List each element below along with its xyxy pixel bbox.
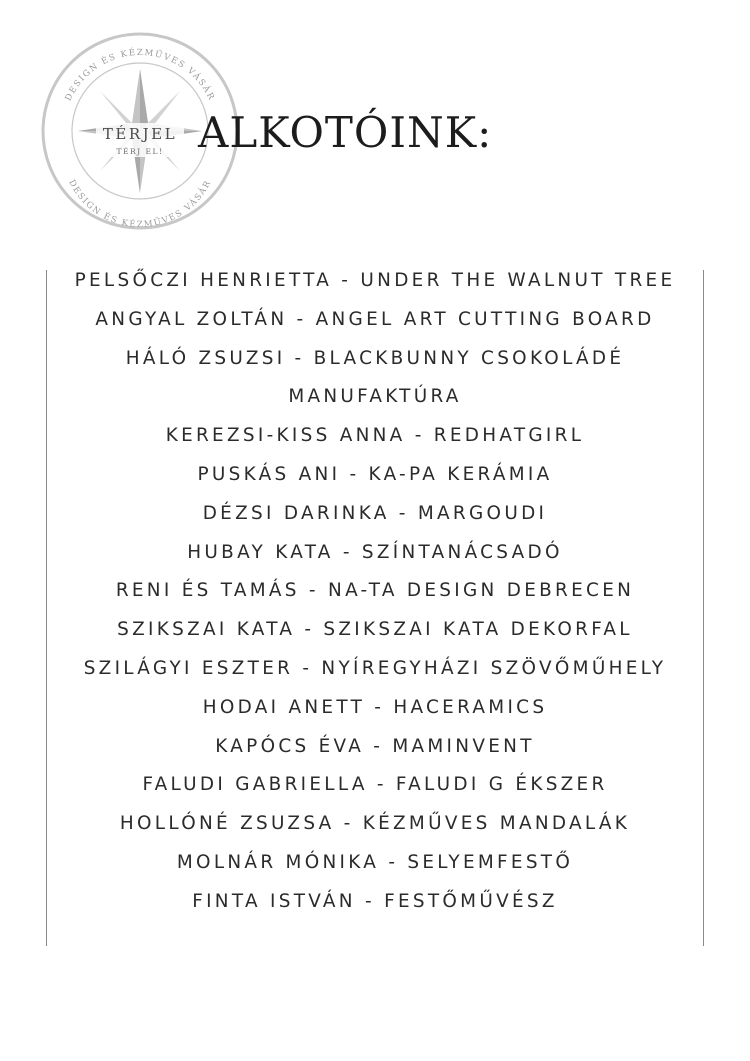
- logo-main-word: TÉRJEL: [102, 125, 178, 143]
- maker-line: HÁLÓ ZSUZSI - BLACKBUNNY CSOKOLÁDÉ: [125, 347, 625, 369]
- maker-line: KEREZSI-KISS ANNA - REDHATGIRL: [165, 425, 585, 447]
- maker-line: HOLLÓNÉ ZSUZSA - KÉZMŰVES MANDALÁK: [119, 813, 631, 835]
- maker-line: MOLNÁR MÓNIKA - SELYEMFESTŐ: [176, 851, 574, 873]
- logo-ring-text-top: DESIGN ÉS KÉZMŰVES VÁSÁR: [63, 47, 217, 103]
- frame-left-line: [46, 270, 47, 946]
- maker-line: PUSKÁS ANI - KA-PA KERÁMIA: [197, 463, 553, 485]
- maker-line: FINTA ISTVÁN - FESTŐMŰVÉSZ: [192, 890, 558, 912]
- maker-line: RENI ÉS TAMÁS - NA-TA DESIGN DEBRECEN: [115, 580, 635, 602]
- page-title: ALKOTÓINK:: [198, 108, 493, 157]
- maker-line: FALUDI GABRIELLA - FALUDI G ÉKSZER: [142, 774, 608, 796]
- logo-sub-word: TÉRJ EL!: [116, 147, 164, 156]
- frame-right-line: [703, 270, 704, 946]
- maker-line: HODAI ANETT - HACERAMICS: [202, 696, 548, 718]
- logo-ring-text-bottom: DESIGN ÉS KÉZMŰVES VÁSÁR: [66, 178, 214, 231]
- maker-list: [48, 262, 702, 922]
- maker-line: SZIKSZAI KATA - SZIKSZAI KATA DEKORFAL: [117, 619, 633, 641]
- maker-line: PELSŐCZI HENRIETTA - UNDER THE WALNUT TREE: [74, 270, 676, 291]
- maker-line: SZILÁGYI ESZTER - NYÍREGYHÁZI SZÖVŐMŰHELY: [83, 657, 667, 679]
- maker-line: ANGYAL ZOLTÁN - ANGEL ART CUTTING BOARD: [95, 308, 655, 330]
- maker-line: DÉZSI DARINKA - MARGOUDI: [202, 502, 548, 524]
- maker-line: HUBAY KATA - SZÍNTANÁCSADÓ: [187, 541, 563, 563]
- maker-line: MANUFAKTÚRA: [288, 386, 462, 408]
- maker-line: KAPÓCS ÉVA - MAMINVENT: [215, 735, 535, 757]
